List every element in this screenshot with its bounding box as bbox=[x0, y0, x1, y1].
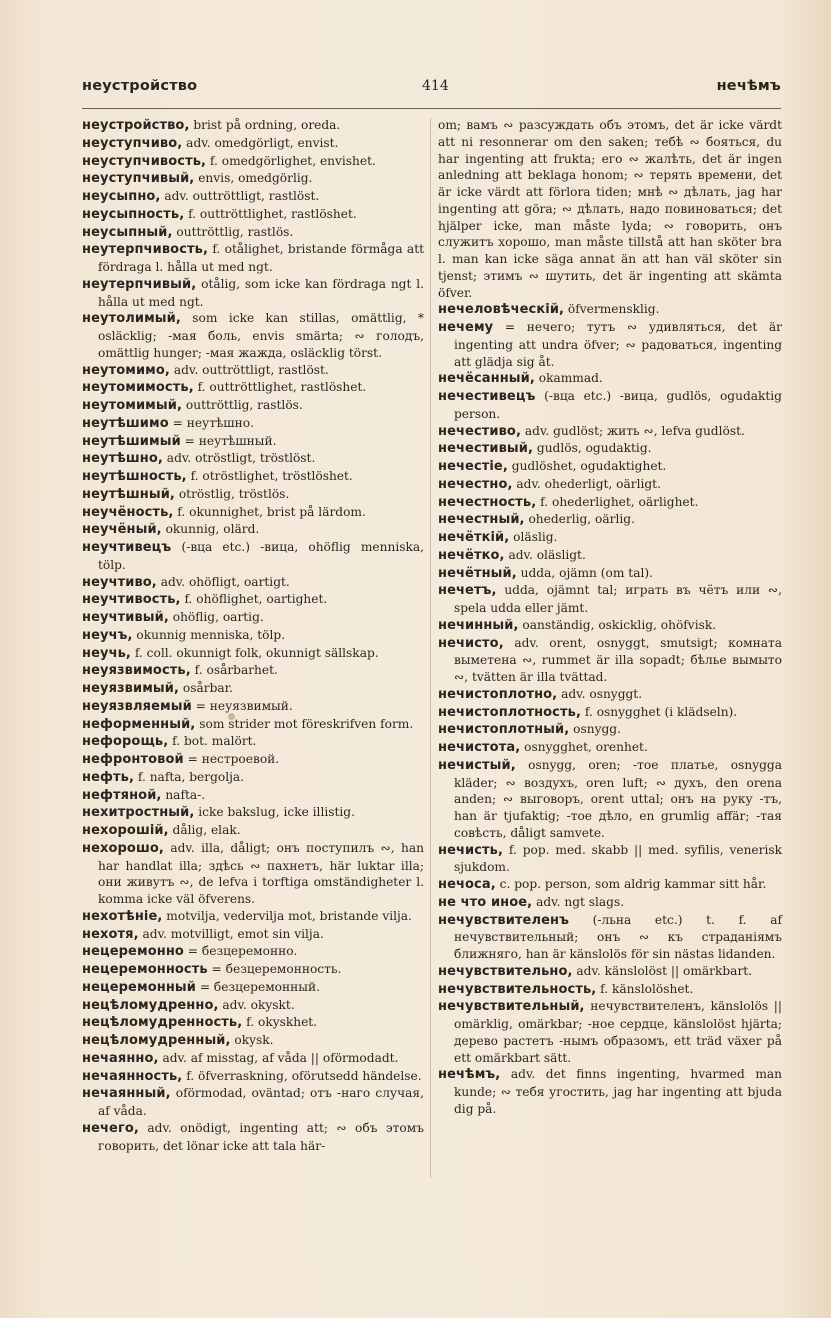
dictionary-entry bbox=[438, 998, 782, 1066]
entry-headword: нечаянный, bbox=[82, 1086, 171, 1102]
entry-definition: gudlöshet, ogudaktighet. bbox=[507, 459, 667, 473]
dictionary-entry bbox=[438, 842, 782, 877]
dictionary-entry bbox=[438, 894, 782, 912]
entry-definition: = безцеремонность. bbox=[207, 962, 342, 976]
entry-definition: adv. omedgörligt, envist. bbox=[182, 135, 339, 150]
entry-headword: нечистоплотный, bbox=[438, 722, 570, 738]
dictionary-entry bbox=[82, 117, 424, 135]
entry-headword: неутѣшимо bbox=[82, 415, 169, 431]
entry-headword: неучёность, bbox=[82, 504, 174, 520]
dictionary-entry bbox=[82, 926, 424, 944]
entry-definition: f. okunnighet, brist på lärdom. bbox=[173, 504, 366, 519]
dictionary-entry bbox=[82, 153, 424, 171]
entry-definition: f. känslolöshet. bbox=[596, 981, 694, 996]
entry-definition: adv. outtröttligt, rastlöst. bbox=[169, 362, 329, 377]
entry-headword: нечоса, bbox=[438, 877, 496, 892]
dictionary-entry bbox=[82, 397, 424, 415]
entry-definition: okunnig menniska, tölp. bbox=[132, 627, 286, 642]
entry-headword: нецеремонный bbox=[82, 979, 196, 995]
entry-definition: icke bakslug, icke illistig. bbox=[194, 805, 355, 820]
dictionary-entry bbox=[82, 521, 424, 539]
dictionary-entry bbox=[82, 961, 424, 979]
entry-headword: нечѣмъ, bbox=[438, 1067, 501, 1083]
entry-definition: f. öfverraskning, oförutsedd händelse. bbox=[182, 1068, 422, 1083]
entry-definition: adv. ngt slags. bbox=[532, 894, 625, 909]
dictionary-entry bbox=[82, 1068, 424, 1086]
entry-definition: dålig, elak. bbox=[168, 823, 241, 837]
dictionary-entry bbox=[82, 822, 424, 840]
dictionary-entry bbox=[438, 423, 782, 441]
dictionary-entry bbox=[82, 188, 424, 206]
dictionary-entry bbox=[82, 591, 424, 609]
entry-definition: adv. otröstligt, tröstlöst. bbox=[162, 451, 316, 466]
dictionary-entry bbox=[82, 627, 424, 645]
dictionary-entry bbox=[438, 476, 782, 494]
entry-headword: неформенный, bbox=[82, 716, 196, 732]
entry-definition: f. otålighet, bristande förmåga att fördraga l. hålla ut med ngt. bbox=[98, 242, 424, 274]
entry-headword: нечувствительный, bbox=[438, 999, 585, 1015]
entry-headword: нечаянность, bbox=[82, 1068, 183, 1084]
entry-definition: adv. illa, dåligt; онъ поступилъ ∾, han har handlat illa; здѣсь ∾ пахнетъ, här luktar illa; они живутъ ∾, de lefva i torftiga omständigheter l. komma icke väl öfverens. bbox=[98, 840, 424, 906]
left-column bbox=[82, 117, 424, 1154]
dictionary-entry bbox=[82, 1014, 424, 1032]
dictionary-entry bbox=[438, 117, 782, 301]
entry-headword: неутолимый, bbox=[82, 311, 181, 327]
entry-definition: (-льна etc.) t. f. af нечувствительный; онъ ∾ къ страданіямъ ближняго, han är känslolös för sin nästas lidanden. bbox=[454, 912, 782, 961]
dictionary-entry bbox=[82, 751, 424, 769]
entry-definition: som icke kan stillas, omättlig, * osläcklig; -мая боль, envis smärta; ∾ голодъ, omättlig hunger; -мая жажда, osläcklig törst. bbox=[98, 311, 424, 360]
entry-headword: неусыпный, bbox=[82, 224, 173, 240]
entry-headword: неутѣшимый bbox=[82, 433, 181, 449]
entry-headword: неучъ, bbox=[82, 627, 133, 643]
entry-headword: нечувствителенъ bbox=[438, 912, 569, 928]
entry-definition: f. pop. med. skabb || med. syfilis, venerisk sjukdom. bbox=[454, 842, 782, 875]
entry-definition: adv. okyskt. bbox=[218, 997, 295, 1012]
entry-definition: adv. det finns ingenting, hvarmed man kunde; ∾ тебя угостить, jag har ingenting att bjuda dig på. bbox=[454, 1067, 782, 1116]
entry-headword: нечувствительно, bbox=[438, 963, 573, 979]
entry-headword: нечёткій, bbox=[438, 530, 510, 545]
header-first-word: неустройство bbox=[82, 78, 198, 94]
dictionary-entry bbox=[82, 908, 424, 926]
entry-headword: нечеловѣческій, bbox=[438, 302, 565, 318]
entry-definition: f. ohöflighet, oartighet. bbox=[180, 592, 328, 607]
entry-definition: f. outtröttlighet, rastlöshet. bbox=[184, 206, 357, 221]
dictionary-entry bbox=[438, 511, 782, 529]
entry-definition: otålig, som icke kan fördraga ngt l. hålla ut med ngt. bbox=[98, 276, 424, 309]
entry-definition: udda, ojämnt tal; играть въ чётъ или ∾, spela udda eller jämt. bbox=[454, 583, 782, 615]
entry-definition: adv. oläsligt. bbox=[504, 547, 586, 562]
entry-headword: неустройство, bbox=[82, 118, 190, 133]
entry-headword: нечётный, bbox=[438, 565, 517, 581]
entry-headword: нефорощь, bbox=[82, 734, 169, 750]
entry-headword: нечего, bbox=[82, 1120, 139, 1136]
entry-definition: нечувствителенъ, känslolös || omärklig, omärkbar; -ное сердце, känslolöst hjärta; дерево растетъ -нымъ образомъ, ett träd växer på ett omärkbart sätt. bbox=[454, 999, 782, 1065]
entry-headword: нечестно, bbox=[438, 476, 513, 492]
dictionary-entry bbox=[438, 388, 782, 423]
entry-headword: неуступчиво, bbox=[82, 135, 183, 151]
entry-definition: oanständig, oskicklig, ohöfvisk. bbox=[518, 617, 717, 632]
dictionary-entry bbox=[438, 529, 782, 547]
entry-definition: = нестроевой. bbox=[183, 752, 280, 766]
dictionary-entry bbox=[438, 440, 782, 458]
dictionary-entry bbox=[82, 276, 424, 311]
entry-headword: неуязвимость, bbox=[82, 663, 191, 679]
entry-headword: нечётко, bbox=[438, 547, 505, 563]
dictionary-entry bbox=[82, 170, 424, 188]
entry-definition: = неутѣшно. bbox=[168, 415, 254, 430]
dictionary-entry bbox=[82, 787, 424, 805]
entry-definition: adv. ohederligt, oärligt. bbox=[512, 476, 661, 491]
dictionary-entry bbox=[82, 450, 424, 468]
dictionary-entry bbox=[438, 981, 782, 999]
entry-definition: adv. känslolöst || omärkbart. bbox=[572, 963, 753, 978]
entry-headword: неутерпчивость, bbox=[82, 242, 209, 258]
entry-definition: (-вца etc.) -вица, gudlös, ogudaktig person. bbox=[454, 389, 782, 421]
entry-definition: om; вамъ ∾ разсуждать объ этомъ, det är icke värdt att ni resonnerar om den saken; тебѣ ∾ бояться, du har ingenting att frukta; его ∾ жалѣть, det är ingen anledning att beklaga honom; ∾ терять времени, det är icke värdt att förlora tiden; мнѣ ∾ дѣлать, jag har ingenting att göra; ∾ дѣлать, надо повиноваться; det hjälper icke, man måste lyda; ∾ говорить, онъ служитъ хорошо, man måste tillstå att han sköter bra l. man kan icke säga annat än att han väl sköter sin tjenst; этимъ ∾ шутить, det är ingenting att skämta öfver. bbox=[438, 118, 782, 300]
entry-headword: нечестивый, bbox=[438, 441, 534, 457]
dictionary-entry bbox=[82, 1032, 424, 1050]
entry-headword: нецѣломудренность, bbox=[82, 1015, 243, 1031]
entry-headword: нечёсанный, bbox=[438, 371, 535, 387]
dictionary-entry bbox=[82, 415, 424, 433]
dictionary-entry bbox=[82, 241, 424, 276]
dictionary-entry bbox=[438, 1066, 782, 1117]
entry-headword: неутѣшно, bbox=[82, 451, 163, 467]
entry-headword: неутѣшность, bbox=[82, 469, 187, 484]
right-column bbox=[438, 117, 782, 1118]
entry-definition: f. ohederlighet, oärlighet. bbox=[536, 494, 699, 509]
entry-headword: нечему bbox=[438, 320, 494, 335]
entry-definition: adv. af misstag, af våda || oförmodadt. bbox=[158, 1050, 399, 1065]
entry-definition: okysk. bbox=[230, 1033, 274, 1047]
entry-headword: неуязвимый, bbox=[82, 681, 180, 696]
entry-headword: неучтивость, bbox=[82, 592, 181, 608]
dictionary-entry bbox=[82, 379, 424, 397]
dictionary-entry bbox=[82, 1085, 424, 1120]
entry-headword: неучь, bbox=[82, 645, 131, 661]
entry-headword: нехотѣніе, bbox=[82, 908, 163, 924]
entry-definition: gudlös, ogudaktig. bbox=[533, 441, 652, 456]
entry-headword: нехитростный, bbox=[82, 805, 195, 821]
dictionary-entry bbox=[438, 757, 782, 842]
entry-headword: неутерпчивый, bbox=[82, 276, 197, 292]
entry-headword: нечисто, bbox=[438, 635, 504, 651]
dictionary-entry bbox=[82, 769, 424, 787]
entry-definition: okammad. bbox=[534, 371, 603, 386]
entry-headword: неуступчивый, bbox=[82, 171, 195, 187]
entry-definition: adv. gudlöst; жить ∾, lefva gudlöst. bbox=[521, 423, 745, 438]
dictionary-entry bbox=[438, 876, 782, 894]
entry-headword: нефть, bbox=[82, 769, 134, 785]
entry-headword: нечистоплотность, bbox=[438, 704, 581, 720]
dictionary-entry bbox=[82, 310, 424, 361]
entry-headword: нехорошій, bbox=[82, 823, 169, 838]
dictionary-entry bbox=[82, 979, 424, 997]
entry-headword: нецѣломудренно, bbox=[82, 997, 219, 1013]
entry-headword: неутомимо, bbox=[82, 362, 170, 378]
entry-headword: неутомимый, bbox=[82, 398, 183, 413]
entry-headword: нефтяной, bbox=[82, 787, 162, 803]
entry-headword: нечестіе, bbox=[438, 459, 508, 474]
entry-definition: adv. ohöfligt, oartigt. bbox=[156, 574, 290, 589]
dictionary-entry bbox=[82, 362, 424, 380]
dictionary-entry bbox=[82, 733, 424, 751]
entry-definition: osnygg. bbox=[569, 722, 621, 737]
entry-definition: nafta-. bbox=[161, 787, 206, 802]
dictionary-entry bbox=[82, 716, 424, 734]
entry-definition: f. osårbarhet. bbox=[190, 663, 278, 678]
dictionary-entry bbox=[82, 433, 424, 451]
dictionary-entry bbox=[438, 635, 782, 686]
dictionary-entry bbox=[438, 686, 782, 704]
dictionary-entry bbox=[82, 504, 424, 522]
header-rule bbox=[82, 108, 781, 109]
entry-definition: f. coll. okunnigt folk, okunnigt sällskap. bbox=[130, 645, 379, 660]
entry-definition: adv. outtröttligt, rastlöst. bbox=[160, 189, 320, 203]
dictionary-entry bbox=[438, 617, 782, 635]
entry-headword: неучтиво, bbox=[82, 574, 157, 590]
dictionary-entry bbox=[82, 206, 424, 224]
entry-definition: adv. orent, osnyggt, smutsigt; комната выметена ∾, rummet är illa sopadt; бѣлье вымыто ∾, tvätten är illa tvättad. bbox=[454, 635, 782, 684]
entry-headword: нечистота, bbox=[438, 740, 521, 755]
entry-definition: f. okyskhet. bbox=[242, 1015, 318, 1030]
entry-headword: нечаянно, bbox=[82, 1050, 159, 1066]
dictionary-entry bbox=[82, 840, 424, 908]
entry-definition: = безцеремонный. bbox=[195, 979, 320, 994]
dictionary-entry bbox=[82, 468, 424, 486]
entry-headword: нечестность, bbox=[438, 494, 537, 510]
entry-headword: нечисть, bbox=[438, 842, 504, 858]
entry-definition: oförmodad, oväntad; отъ -наго случая, af våda. bbox=[98, 1086, 424, 1118]
entry-definition: = нечего; тутъ ∾ удивляться, det är ingenting att undra öfver; ∾ радоваться, ingenting att glädja sig åt. bbox=[454, 320, 782, 369]
entry-definition: adv. onödigt, ingenting att; ∾ объ этомъ говорить, det lönar icke att tala här- bbox=[98, 1120, 424, 1153]
entry-definition: f. osnygghet (i klädseln). bbox=[581, 704, 738, 719]
dictionary-entry bbox=[438, 565, 782, 583]
entry-definition: envis, omedgörlig. bbox=[194, 171, 313, 186]
entry-definition: okunnig, olärd. bbox=[161, 522, 260, 537]
entry-definition: f. omedgörlighet, envishet. bbox=[206, 153, 376, 168]
dictionary-entry bbox=[82, 574, 424, 592]
dictionary-entry bbox=[438, 301, 782, 319]
entry-headword: нечестиво, bbox=[438, 423, 521, 439]
dictionary-entry bbox=[82, 997, 424, 1015]
entry-headword: неусыпно, bbox=[82, 189, 161, 204]
entry-definition: motvilja, vedervilja mot, bristande vilja. bbox=[162, 908, 412, 923]
entry-headword: не что иное, bbox=[438, 894, 533, 910]
entry-definition: adv. osnyggt. bbox=[557, 686, 643, 701]
dictionary-entry bbox=[82, 943, 424, 961]
entry-headword: неучтивый, bbox=[82, 610, 169, 625]
entry-headword: неучтивецъ bbox=[82, 540, 172, 555]
entry-headword: нечестивецъ bbox=[438, 389, 536, 404]
entry-definition: ohederlig, oärlig. bbox=[524, 512, 635, 527]
entry-headword: нехотя, bbox=[82, 926, 139, 942]
entry-headword: нечинный, bbox=[438, 617, 519, 633]
entry-headword: неучёный, bbox=[82, 522, 162, 538]
dictionary-entry bbox=[438, 721, 782, 739]
entry-headword: нечетъ, bbox=[438, 583, 497, 599]
entry-definition: outtröttlig, rastlös. bbox=[172, 224, 294, 239]
dictionary-entry bbox=[438, 704, 782, 722]
entry-definition: adv. motvilligt, emot sin vilja. bbox=[138, 926, 324, 941]
page-header bbox=[82, 78, 781, 100]
dictionary-entry bbox=[82, 135, 424, 153]
entry-definition: udda, ojämn (om tal). bbox=[516, 565, 653, 580]
entry-headword: нецеремонность bbox=[82, 962, 208, 977]
dictionary-entry bbox=[438, 458, 782, 476]
entry-headword: неусыпность, bbox=[82, 206, 185, 222]
dictionary-entry bbox=[438, 963, 782, 981]
entry-definition: outtröttlig, rastlös. bbox=[182, 398, 303, 412]
entry-definition: f. outtröttlighet, rastlöshet. bbox=[193, 380, 367, 395]
entry-headword: нефронтовой bbox=[82, 752, 184, 767]
dictionary-entry bbox=[438, 547, 782, 565]
entry-definition: (-вца etc.) -вица, ohöflig menniska, tölp. bbox=[98, 540, 424, 572]
dictionary-entry bbox=[82, 1120, 424, 1155]
dictionary-entry bbox=[82, 224, 424, 242]
entry-headword: нецеремонно bbox=[82, 944, 184, 960]
entry-definition: f. nafta, bergolja. bbox=[134, 769, 245, 784]
column-divider bbox=[430, 118, 431, 1178]
entry-definition: otröstlig, tröstlös. bbox=[174, 486, 290, 501]
dictionary-entry bbox=[438, 739, 782, 757]
dictionary-entry bbox=[82, 539, 424, 574]
dictionary-entry bbox=[82, 680, 424, 698]
entry-definition: osårbar. bbox=[179, 681, 234, 695]
dictionary-entry bbox=[438, 370, 782, 388]
entry-headword: неутѣшный, bbox=[82, 486, 175, 502]
entry-definition: oläslig. bbox=[509, 530, 558, 544]
entry-definition: f. bot. malört. bbox=[168, 734, 257, 749]
entry-definition: = неуязвимый. bbox=[191, 698, 293, 713]
entry-headword: неуступчивость, bbox=[82, 153, 207, 169]
entry-headword: нечувствительность, bbox=[438, 981, 597, 997]
dictionary-entry bbox=[438, 494, 782, 512]
dictionary-entry bbox=[82, 804, 424, 822]
entry-headword: неутомимость, bbox=[82, 380, 194, 396]
ink-spot bbox=[228, 713, 235, 720]
dictionary-entry bbox=[82, 486, 424, 504]
dictionary-entry bbox=[82, 609, 424, 627]
entry-headword: нечистоплотно, bbox=[438, 686, 558, 702]
entry-definition: osnygg, oren; -тое платье, osnygga kläder; ∾ воздухъ, oren luft; ∾ духъ, den orena anden; ∾ выговоръ, orent uttal; онъ на руку -тъ, han är tjufaktig; -тое дѣло, en grumlig affär; -тая совѣсть, dåligt samvete. bbox=[454, 757, 782, 840]
entry-definition: ohöflig, oartig. bbox=[168, 610, 264, 624]
dictionary-entry bbox=[438, 912, 782, 963]
entry-headword: нехорошо, bbox=[82, 840, 164, 856]
entry-definition: osnygghet, orenhet. bbox=[520, 740, 648, 754]
dictionary-entry bbox=[82, 662, 424, 680]
entry-headword: нецѣломудренный, bbox=[82, 1033, 231, 1048]
page-number: 414 bbox=[422, 78, 449, 94]
dictionary-entry bbox=[82, 1050, 424, 1068]
dictionary-entry bbox=[82, 698, 424, 716]
entry-definition: = безцеремонно. bbox=[183, 944, 298, 959]
header-last-word: нечѣмъ bbox=[716, 78, 781, 94]
entry-headword: нечестный, bbox=[438, 512, 525, 528]
dictionary-entry bbox=[82, 645, 424, 663]
entry-definition: f. otröstlighet, tröstlöshet. bbox=[186, 469, 353, 483]
entry-definition: = неутѣшный. bbox=[180, 433, 277, 448]
entry-definition: öfvermensklig. bbox=[564, 302, 660, 317]
entry-headword: нечистый, bbox=[438, 757, 516, 773]
entry-definition: som strider mot föreskrifven form. bbox=[195, 716, 414, 731]
entry-definition: brist på ordning, oreda. bbox=[189, 118, 341, 132]
dictionary-entry bbox=[438, 582, 782, 617]
entry-headword: неуязвляемый bbox=[82, 698, 192, 714]
entry-definition: c. pop. person, som aldrig kammar sitt hår. bbox=[495, 877, 767, 891]
dictionary-entry bbox=[438, 319, 782, 370]
